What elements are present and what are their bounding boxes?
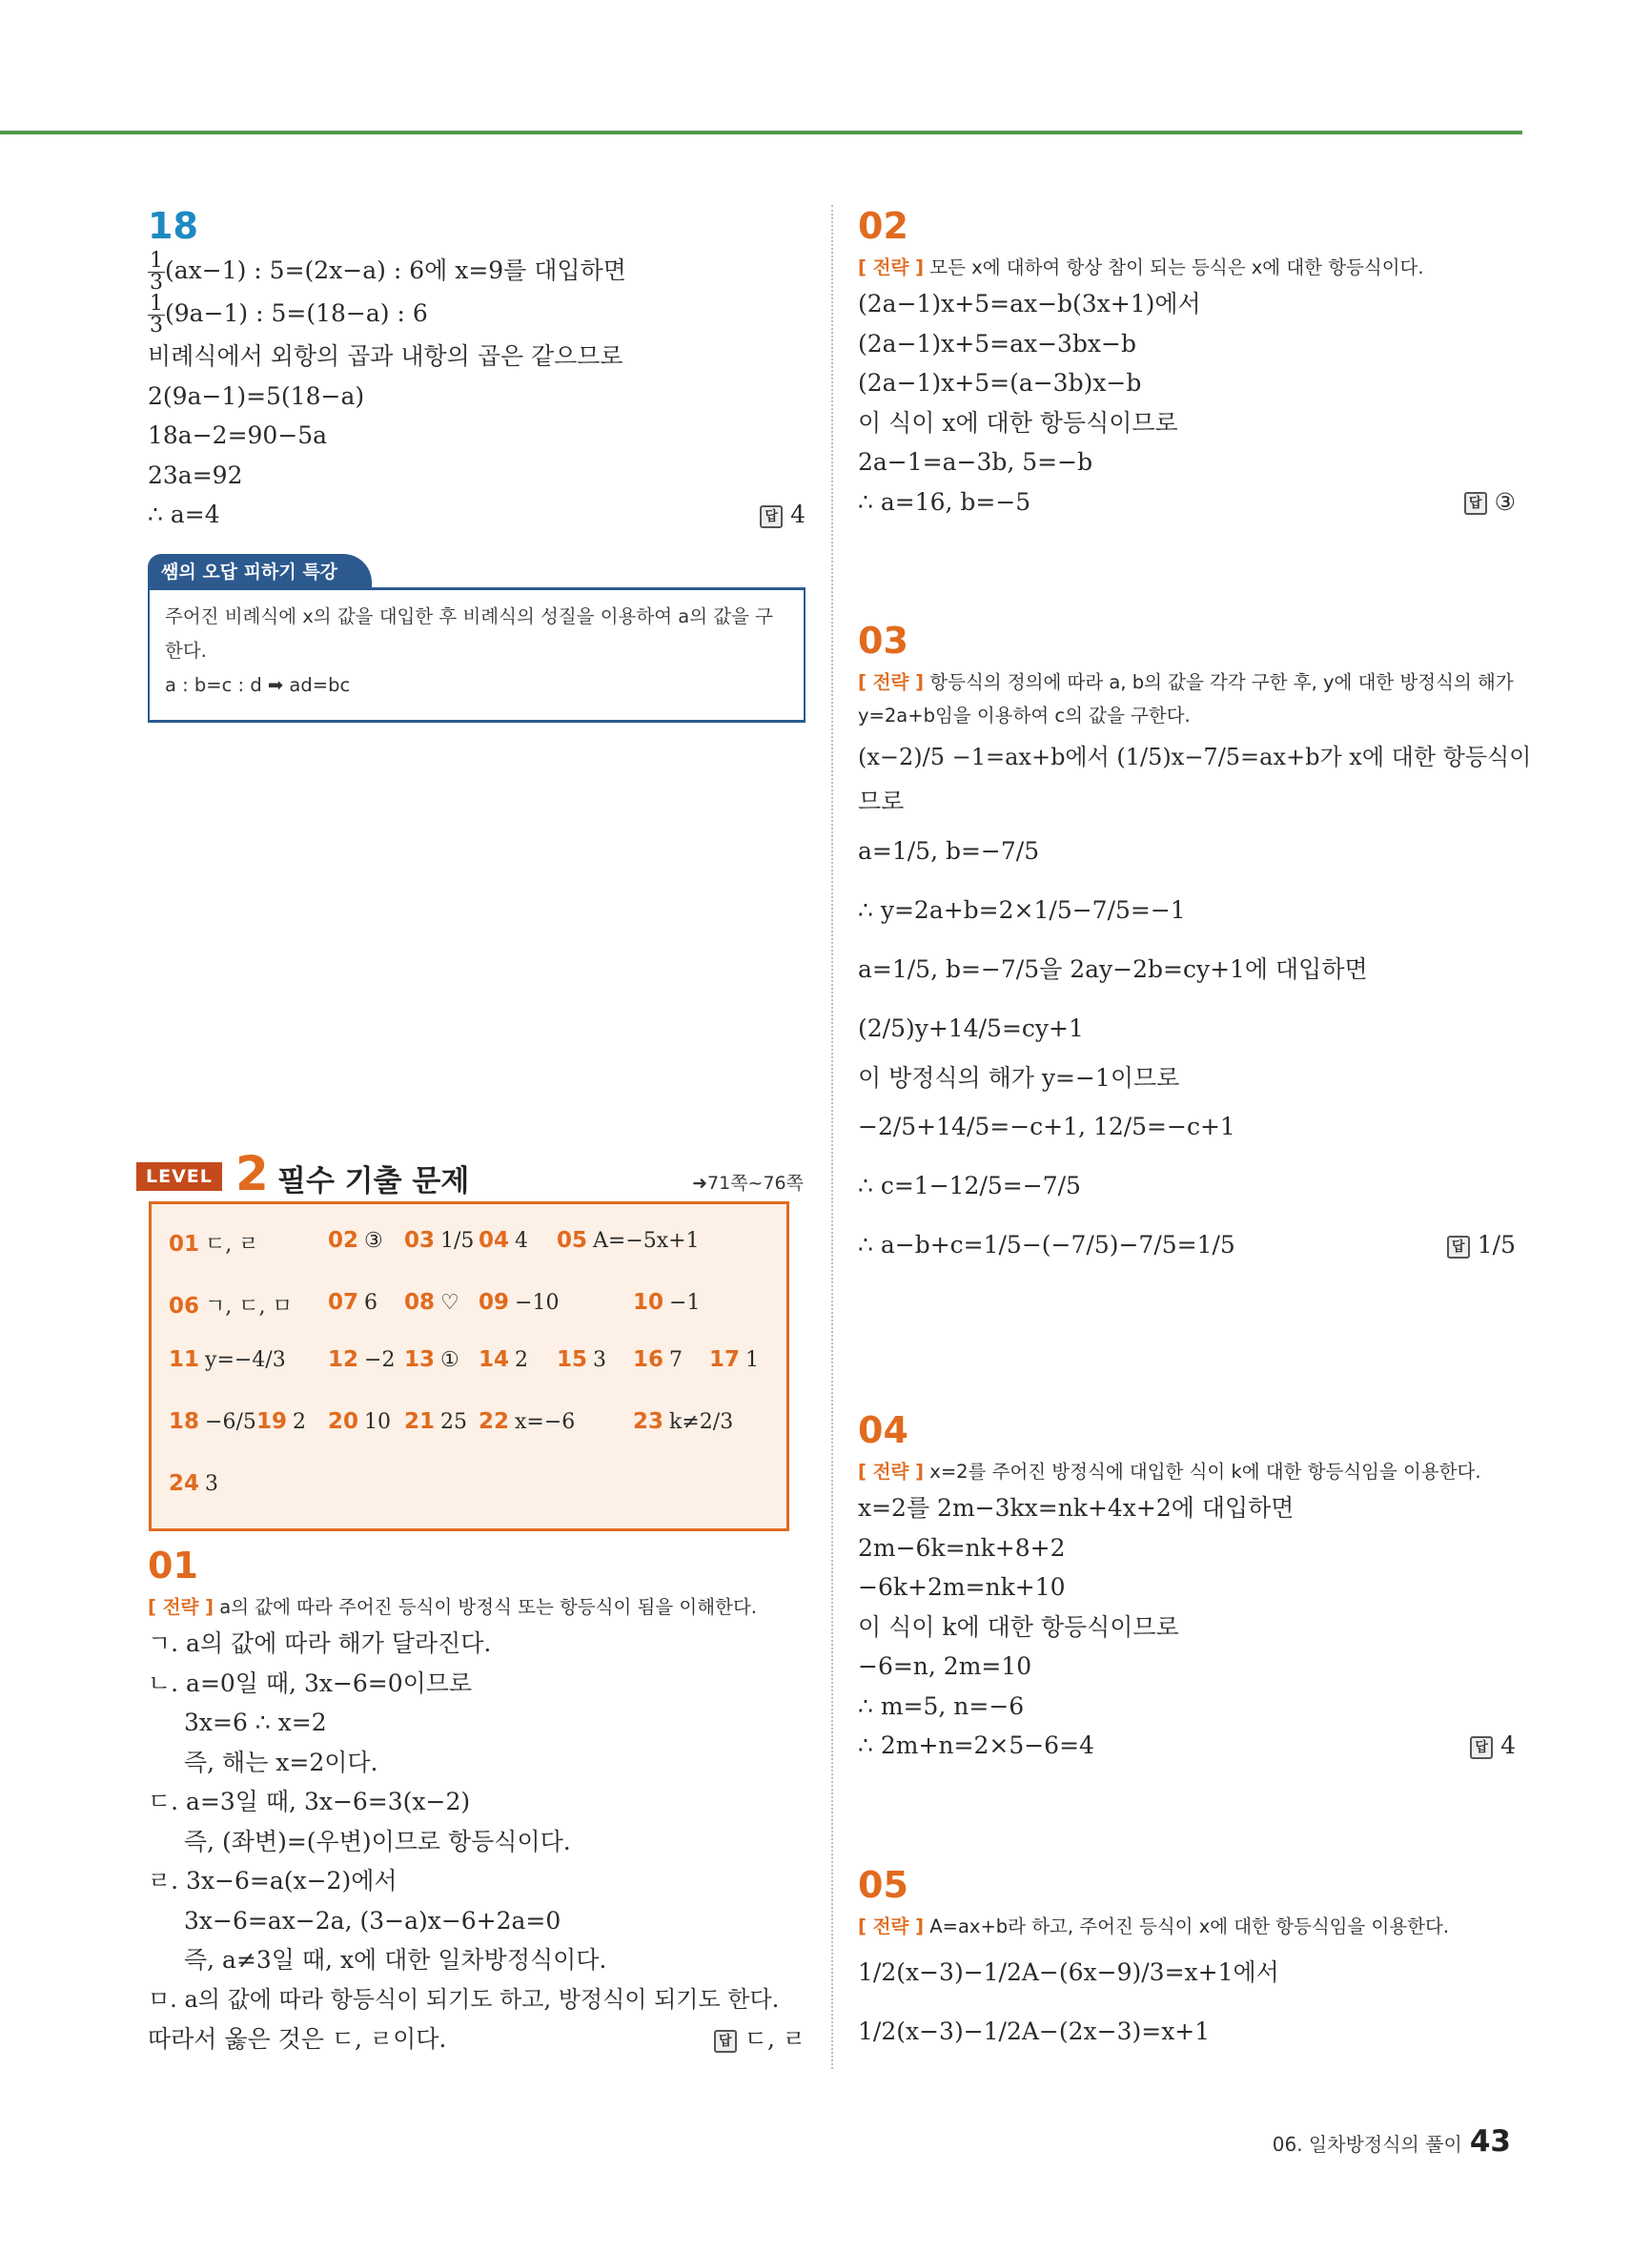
solution-line: a=1/5, b=−7/5: [858, 836, 1040, 865]
strategy-tag: [ 전략 ]: [148, 1596, 214, 1618]
solution-line: (2a−1)x+5=ax−3bx−b: [858, 329, 1136, 358]
solution-line: −6k+2m=nk+10: [858, 1573, 1066, 1601]
page-range: ➜71쪽~76쪽: [692, 1173, 804, 1194]
answer-item-number: 06: [169, 1294, 200, 1319]
answer: 답 4: [1470, 1726, 1516, 1766]
solution-line: 즉, 해는 x=2이다.: [184, 1748, 378, 1776]
answer-item-18: [169, 1409, 256, 1434]
solution-02: [858, 205, 1516, 522]
tip-formula: a : b=c : d ➡ ad=bc: [165, 673, 351, 696]
answer-item-16: [633, 1347, 683, 1372]
solution-line: 이 식이 x에 대한 항등식이므로: [858, 408, 1178, 437]
answer-item-value: 25: [440, 1410, 468, 1434]
solution-line: (9a−1) : 5=(18−a) : 6: [165, 299, 428, 327]
solution-03: [858, 620, 1532, 1275]
solution-04: [858, 1409, 1516, 1766]
answer-item-value: 7: [669, 1348, 683, 1372]
solution-line: (2a−1)x+5=(a−3b)x−b: [858, 369, 1142, 397]
solution-18: [148, 205, 806, 535]
strategy-tag: [ 전략 ]: [858, 256, 925, 278]
answer-item-value: 2: [293, 1410, 307, 1434]
fraction: $\frac{1}{3}$: [150, 249, 163, 295]
solution-line: ∴ y=2a+b=2×1/5−7/5=−1: [858, 895, 1186, 924]
top-rule: [0, 131, 1522, 134]
solution-line: 비례식에서 외항의 곱과 내항의 곱은 같으므로: [148, 342, 623, 370]
answer-item-number: 09: [479, 1290, 510, 1315]
solution-line: ㅁ. a의 값에 따라 항등식이 되기도 하고, 방정식이 되기도 한다.: [148, 1985, 780, 2013]
answer: 답 4: [760, 495, 806, 535]
answer-item-value: 4: [515, 1229, 529, 1253]
answer-item-05: [557, 1228, 700, 1253]
answer-item-01: [169, 1228, 259, 1258]
answer-icon: 답: [1464, 492, 1487, 515]
solution-line: ∴ c=1−12/5=−7/5: [858, 1172, 1081, 1199]
answer-item-value: ①: [440, 1348, 459, 1372]
solution-line: 1/2(x−3)−1/2A−(2x−3)=x+1: [858, 2017, 1211, 2045]
answer-item-number: 24: [169, 1471, 200, 1496]
strategy-text: x=2를 주어진 방정식에 대입한 식이 k에 대한 항등식임을 이용한다.: [929, 1461, 1481, 1483]
answer-item-value: −1: [669, 1291, 701, 1315]
answer-item-20: [328, 1409, 391, 1434]
answer-item-value: y=−4/3: [205, 1348, 286, 1372]
answer-icon: 답: [760, 505, 783, 528]
solution-line: a=1/5, b=−7/5을 2ay−2b=cy+1에 대입하면: [858, 954, 1368, 983]
answer-item-value: x=−6: [515, 1410, 576, 1434]
solution-line: ∴ a=4: [148, 501, 220, 528]
problem-number: 05: [858, 1864, 908, 1906]
solution-line: 즉, a≠3일 때, x에 대한 일차방정식이다.: [184, 1946, 607, 1974]
answer-item-value: A=−5x+1: [593, 1229, 700, 1253]
strategy-tag: [ 전략 ]: [858, 1461, 925, 1483]
answer-item-number: 18: [169, 1409, 200, 1434]
answer-item-number: 12: [328, 1347, 359, 1372]
solution-line: 므로: [858, 788, 905, 815]
problem-number: 18: [148, 205, 198, 247]
answer-item-08: [404, 1290, 459, 1315]
answer-item-14: [479, 1347, 528, 1372]
answer-item-value: −2: [364, 1348, 396, 1372]
answer-item-12: [328, 1347, 395, 1372]
solution-line: 2m−6k=nk+8+2: [858, 1533, 1066, 1562]
answer-item-number: 10: [633, 1290, 664, 1315]
answer-item-number: 07: [328, 1290, 359, 1315]
answer-item-10: [633, 1290, 700, 1315]
answer-item-number: 15: [557, 1347, 588, 1372]
answer: 답 ③: [1464, 482, 1516, 522]
answer-item-value: ㄱ, ㄷ, ㅁ: [205, 1295, 293, 1319]
answer-item-number: 16: [633, 1347, 664, 1372]
solution-line: ㄴ. a=0일 때, 3x−6=0이므로: [148, 1669, 473, 1697]
solution-line: −6=n, 2m=10: [858, 1652, 1032, 1680]
answer-item-number: 20: [328, 1409, 359, 1434]
answer-item-number: 04: [479, 1228, 510, 1253]
answer-item-number: 13: [404, 1347, 436, 1372]
answer-item-number: 21: [404, 1409, 436, 1434]
solution-line: 따라서 옳은 것은 ㄷ, ㄹ이다.: [148, 2025, 447, 2053]
solution-line: −2/5+14/5=−c+1, 12/5=−c+1: [858, 1113, 1235, 1140]
answer-item-02: [328, 1228, 383, 1253]
problem-number: 01: [148, 1545, 198, 1587]
answer-item-number: 02: [328, 1228, 359, 1253]
answer-item-number: 23: [633, 1409, 664, 1434]
tip-box: [148, 554, 806, 723]
answer-icon: 답: [1447, 1236, 1470, 1259]
solution-line: 1/2(x−3)−1/2A−(6x−9)/3=x+1에서: [858, 1958, 1279, 1986]
fraction: $\frac{1}{3}$: [150, 292, 163, 338]
answer-item-value: −6/5: [205, 1410, 256, 1434]
strategy-tag: [ 전략 ]: [858, 1915, 925, 1937]
tip-body: 주어진 비례식에 x의 값을 대입한 후 비례식의 성질을 이용하여 a의 값을 구한다.: [165, 604, 773, 662]
answer-item-17: [709, 1347, 759, 1372]
answer-item-number: 17: [709, 1347, 741, 1372]
answer-item-value: 3: [205, 1472, 219, 1496]
solution-line: (x−2)/5 −1=ax+b에서 (1/5)x−7/5=ax+b가 x에 대한 항등식이: [858, 744, 1532, 770]
answer-item-number: 01: [169, 1232, 200, 1257]
answer-item-value: 2: [515, 1348, 529, 1372]
answer-item-value: −10: [515, 1291, 560, 1315]
solution-line: ∴ a−b+c=1/5−(−7/5)−7/5=1/5: [858, 1231, 1235, 1259]
answer-item-07: [328, 1290, 377, 1315]
solution-line: 2(9a−1)=5(18−a): [148, 381, 365, 410]
solution-line: 3x−6=ax−2a, (3−a)x−6+2a=0: [184, 1906, 561, 1935]
solution-line: ㄹ. 3x−6=a(x−2)에서: [148, 1867, 398, 1895]
answer-item-03: [404, 1228, 474, 1253]
level-answer-box: [136, 1146, 804, 1531]
solution-line: x=2를 2m−3kx=nk+4x+2에 대입하면: [858, 1494, 1295, 1522]
solution-line: (2/5)y+14/5=cy+1: [858, 1014, 1084, 1042]
answer-item-11: [169, 1347, 286, 1372]
strategy-text: 항등식의 정의에 따라 a, b의 값을 각각 구한 후, y에 대한 방정식의 해가: [929, 671, 1514, 693]
page-footer: [1273, 2124, 1511, 2159]
answer-item-04: [479, 1228, 528, 1253]
answer-item-value: 1: [745, 1348, 760, 1372]
column-divider: [831, 205, 833, 2069]
answer: 답 1/5: [1447, 1216, 1516, 1275]
answer-item-23: [633, 1409, 733, 1434]
answer-item-24: [169, 1471, 218, 1496]
solution-line: (2a−1)x+5=ax−b(3x+1)에서: [858, 290, 1201, 317]
answer-item-number: 11: [169, 1347, 200, 1372]
strategy-text: y=2a+b임을 이용하여 c의 값을 구한다.: [858, 705, 1191, 727]
solution-line: 2a−1=a−3b, 5=−b: [858, 448, 1093, 476]
strategy-text: 모든 x에 대하여 항상 참이 되는 등식은 x에 대한 항등식이다.: [929, 256, 1424, 278]
strategy-tag: [ 전략 ]: [858, 671, 925, 693]
solution-line: 이 식이 k에 대한 항등식이므로: [858, 1612, 1179, 1641]
answer: 답 ㄷ, ㄹ: [714, 2019, 806, 2059]
solution-line: ∴ 2m+n=2×5−6=4: [858, 1731, 1094, 1759]
answer-item-19: [256, 1409, 306, 1434]
answer-icon: 답: [1470, 1736, 1493, 1759]
answer-item-13: [404, 1347, 459, 1372]
level-number: 2: [235, 1146, 269, 1201]
chapter-title: 06. 일차방정식의 풀이: [1272, 2133, 1462, 2156]
solution-line: 23a=92: [148, 461, 243, 489]
answer-item-22: [479, 1409, 575, 1434]
answer-item-number: 05: [557, 1228, 588, 1253]
solution-line: 이 방정식의 해가 y=−1이므로: [858, 1063, 1180, 1092]
answer-item-value: 1/5: [440, 1229, 475, 1253]
answer-item-value: ㄷ, ㄹ: [205, 1233, 259, 1257]
answer-item-number: 22: [479, 1409, 510, 1434]
answer-item-value: k≠2/3: [669, 1410, 734, 1434]
solution-05: [858, 1864, 1516, 2061]
level-title: 필수 기출 문제: [277, 1164, 470, 1198]
strategy-text: A=ax+b라 하고, 주어진 등식이 x에 대한 항등식임을 이용한다.: [929, 1915, 1450, 1937]
answer-item-value: ③: [364, 1229, 383, 1253]
strategy-text: a의 값에 따라 주어진 등식이 방정식 또는 항등식이 됨을 이해한다.: [219, 1596, 757, 1618]
solution-line: 3x=6 ∴ x=2: [184, 1709, 327, 1736]
solution-line: (ax−1) : 5=(2x−a) : 6에 x=9를 대입하면: [165, 256, 626, 284]
solution-line: 즉, (좌변)=(우변)이므로 항등식이다.: [184, 1827, 571, 1855]
level-badge: LEVEL: [136, 1162, 222, 1191]
answer-item-06: [169, 1290, 293, 1320]
solution-line: ∴ a=16, b=−5: [858, 487, 1031, 516]
problem-number: 02: [858, 205, 908, 247]
answer-item-number: 03: [404, 1228, 436, 1253]
solution-01: [148, 1545, 806, 2059]
answer-item-number: 08: [404, 1290, 436, 1315]
answer-item-21: [404, 1409, 467, 1434]
solution-line: ∴ m=5, n=−6: [858, 1691, 1025, 1720]
solution-line: 18a−2=90−5a: [148, 421, 328, 449]
answer-grid: [149, 1201, 789, 1531]
answer-item-value: 10: [364, 1410, 392, 1434]
answer-item-value: ♡: [440, 1291, 459, 1315]
answer-icon: 답: [714, 2030, 737, 2053]
left-column: [148, 205, 806, 723]
tip-label: 쌤의 오답 피하기 특강: [148, 554, 372, 587]
answer-item-number: 19: [256, 1409, 288, 1434]
solution-line: ㄷ. a=3일 때, 3x−6=3(x−2): [148, 1788, 471, 1815]
page-number: 43: [1469, 2124, 1511, 2159]
problem-number: 04: [858, 1409, 908, 1451]
answer-item-value: 3: [593, 1348, 607, 1372]
answer-item-number: 14: [479, 1347, 510, 1372]
answer-item-09: [479, 1290, 559, 1315]
answer-item-15: [557, 1347, 606, 1372]
answer-item-value: 6: [364, 1291, 378, 1315]
problem-number: 03: [858, 620, 908, 662]
solution-line: ㄱ. a의 값에 따라 해가 달라진다.: [148, 1629, 492, 1657]
